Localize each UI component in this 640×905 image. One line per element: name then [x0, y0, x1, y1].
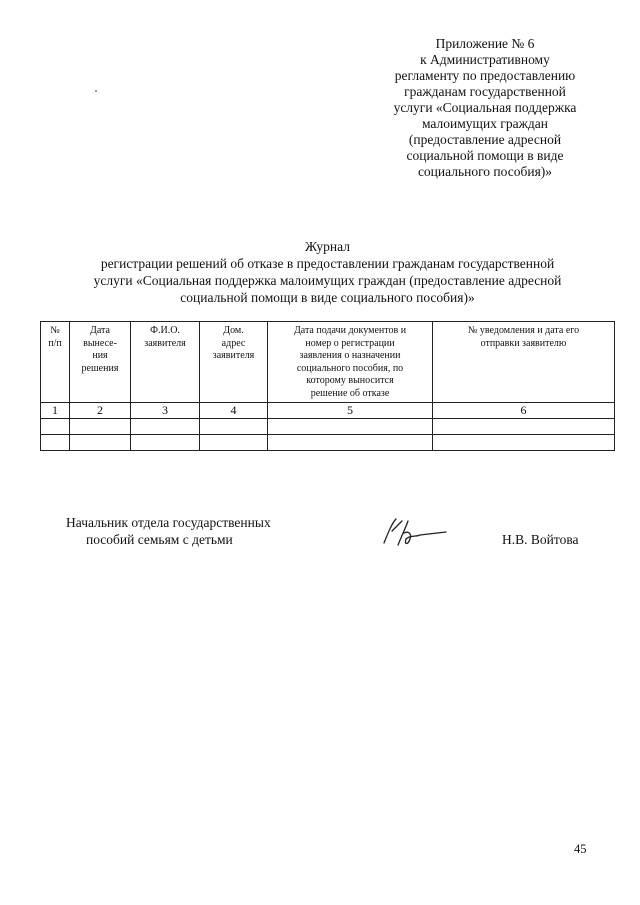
appendix-line: Приложение № 6: [435, 36, 535, 51]
appendix-line: социальной помощи в виде: [406, 148, 564, 163]
header-number: № п/п: [41, 322, 70, 403]
appendix-block: [360, 36, 610, 180]
scan-speck: [95, 90, 97, 92]
column-number-cell: 4: [200, 403, 268, 419]
table-header-row: [41, 322, 615, 403]
column-number-cell: 2: [70, 403, 131, 419]
appendix-line: к Административному: [420, 52, 550, 67]
column-number-cell: 6: [433, 403, 615, 419]
handwritten-signature: [380, 515, 450, 551]
table-cell: [70, 419, 131, 435]
table-cell: [433, 419, 615, 435]
table-cell: [131, 419, 200, 435]
appendix-line: социального пособия)»: [417, 164, 553, 179]
appendix-line: малоимущих граждан: [421, 116, 548, 131]
header-decision-date: Дата вынесе- ния решения: [70, 322, 131, 403]
signer-name: Н.В. Войтова: [502, 532, 579, 547]
table-cell: [268, 419, 433, 435]
column-number-cell: 1: [41, 403, 70, 419]
table-cell: [433, 435, 615, 451]
appendix-line: гражданам государственной: [404, 84, 566, 99]
column-number-cell: 5: [268, 403, 433, 419]
journal-title: Журнал: [304, 239, 350, 254]
appendix-line: регламенту по предоставлению: [394, 68, 576, 83]
table-cell: [41, 419, 70, 435]
table-row: [41, 435, 615, 451]
table-cell: [200, 419, 268, 435]
header-applicant-name: Ф.И.О. заявителя: [131, 322, 200, 403]
signer-position-line: пособий семьям с детьми: [86, 532, 233, 547]
appendix-line: (предоставление адресной: [408, 132, 562, 147]
table-cell: [200, 435, 268, 451]
header-home-address: Дом. адрес заявителя: [200, 322, 268, 403]
header-submission-date: Дата подачи документов и номер о регистрации заявления о назначении социального пособия, по которому выносится решение об отказе: [268, 322, 433, 403]
registration-table: [40, 321, 615, 451]
signer-position: [66, 514, 326, 548]
journal-subtitle-line: регистрации решений об отказе в предоставлении гражданам государственной: [100, 256, 555, 271]
page-number: 45: [574, 842, 587, 856]
journal-heading: [40, 238, 615, 306]
signer-position-line: Начальник отдела государственных: [66, 515, 271, 530]
header-notification: № уведомления и дата его отправки заявителю: [433, 322, 615, 403]
journal-subtitle-line: социальной помощи в виде социального пособия)»: [180, 290, 475, 305]
table-cell: [70, 435, 131, 451]
table-cell: [268, 435, 433, 451]
table-row: [41, 419, 615, 435]
table-number-row: [41, 403, 615, 419]
table-cell: [41, 435, 70, 451]
journal-subtitle-line: услуги «Социальная поддержка малоимущих граждан (предоставление адресной: [93, 273, 562, 288]
column-number-cell: 3: [131, 403, 200, 419]
appendix-line: услуги «Социальная поддержка: [393, 100, 577, 115]
table-cell: [131, 435, 200, 451]
